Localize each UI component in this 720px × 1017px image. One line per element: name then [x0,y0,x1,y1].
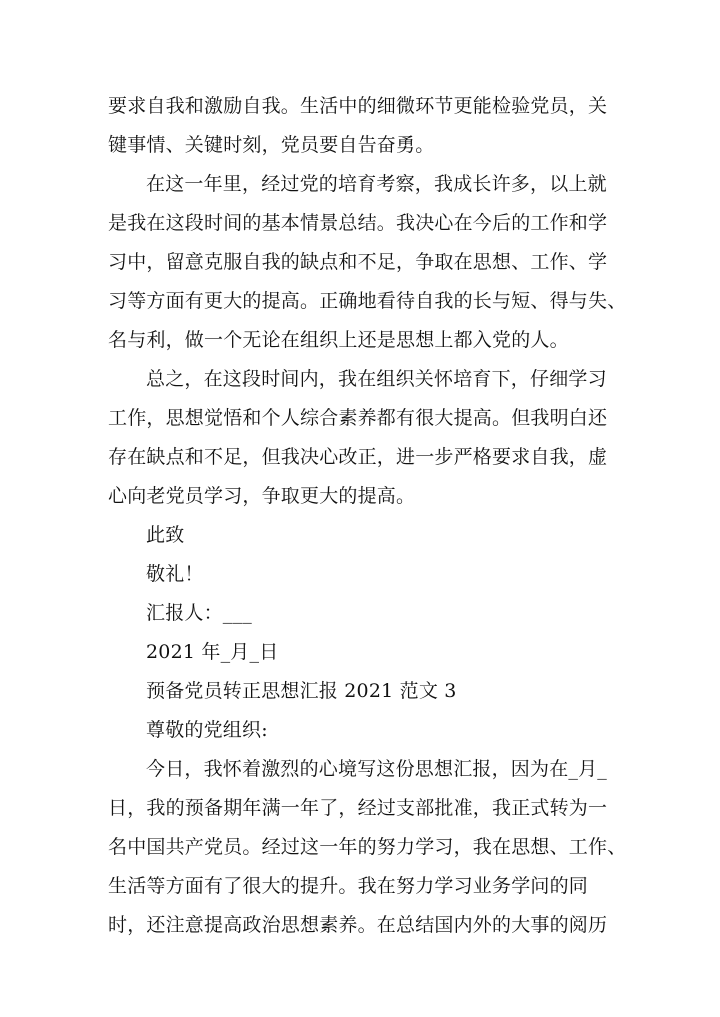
paragraph-first-line: 今日，我怀着激烈的心境写这份思想汇报，因为在_月_ [146,758,608,780]
body-line: 习中，留意克服自我的缺点和不足，争取在思想、工作、学 [108,251,608,273]
paragraph-first-line: 在这一年里，经过党的培育考察，我成长许多，以上就 [146,173,607,195]
body-line: 名与利，做一个无论在组织上还是思想上都入党的人。 [108,329,569,351]
body-line: 要求自我和激励自我。生活中的细微环节更能检验党员，关 [108,95,608,117]
body-line: 时，还注意提高政治思想素养。在总结国内外的大事的阅历 [108,914,608,936]
date-line: 2021 年_月_日 [146,641,279,663]
body-line: 存在缺点和不足，但我决心改正，进一步严格要求自我，虚 [108,446,608,468]
body-line: 日，我的预备期年满一年了，经过支部批准，我正式转为一 [108,797,608,819]
closing-phrase: 此致 [146,524,185,546]
paragraph-first-line: 总之，在这段时间内，我在组织关怀培育下，仔细学习 [146,368,607,390]
salutation: 敬礼！ [146,563,204,585]
section-title: 预备党员转正思想汇报 2021 范文 3 [146,680,457,702]
body-line: 生活等方面有了很大的提升。我在努力学习业务学问的同 [108,875,589,897]
body-line: 是我在这段时间的基本情景总结。我决心在今后的工作和学 [108,212,608,234]
body-line: 习等方面有更大的提高。正确地看待自我的长与短、得与失、 [108,290,627,312]
greeting-line: 尊敬的党组织: [146,719,268,741]
body-line: 键事情、关键时刻，党员要自告奋勇。 [108,134,435,156]
body-line: 心向老党员学习，争取更大的提高。 [108,485,416,507]
body-line: 名中国共产党员。经过这一年的努力学习，我在思想、工作、 [108,836,627,858]
body-line: 工作，思想觉悟和个人综合素养都有很大提高。但我明白还 [108,407,608,429]
reporter-line: 汇报人：___ [146,602,252,624]
